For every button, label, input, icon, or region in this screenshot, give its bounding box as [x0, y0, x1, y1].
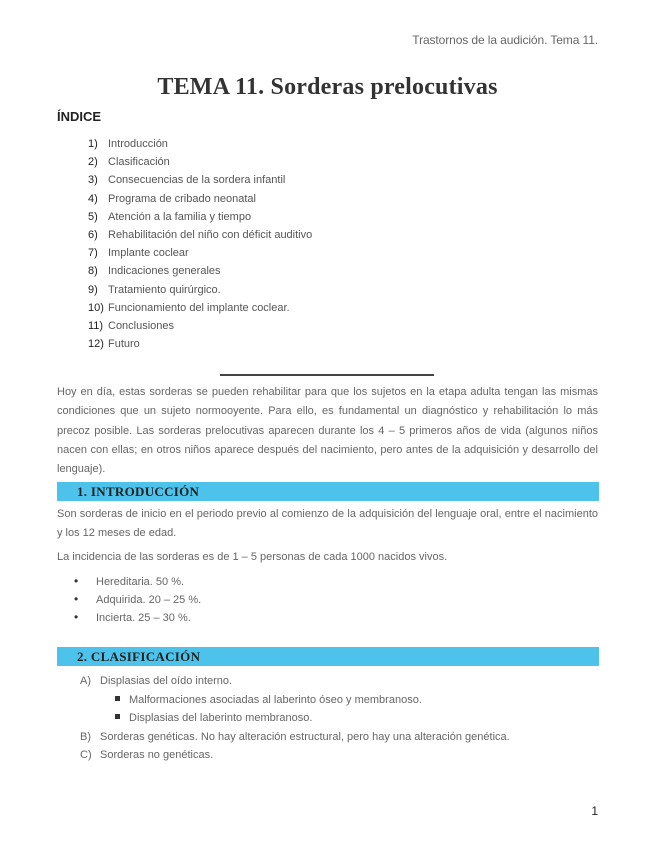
- toc-item: [88, 208, 312, 226]
- list-item: [74, 590, 201, 608]
- bullet-icon: •: [74, 592, 79, 606]
- list-item: [80, 672, 510, 691]
- toc-item: [88, 317, 312, 335]
- toc-item-number: 9): [88, 283, 98, 296]
- toc-item: [88, 244, 312, 262]
- list-letter: A): [80, 675, 91, 687]
- toc-item-label: Consecuencias de la sordera infantil: [108, 174, 286, 187]
- toc-item: [88, 135, 312, 153]
- toc-item-number: 1): [88, 138, 98, 150]
- toc-item: [88, 226, 312, 244]
- toc-item-number: 4): [88, 192, 98, 205]
- toc-item: [88, 171, 312, 189]
- classification-list: [80, 672, 510, 765]
- section-heading-clasificacion: [57, 647, 599, 666]
- square-bullet-icon: [115, 696, 120, 701]
- toc-item-label: Tratamiento quirúrgico.: [108, 283, 221, 296]
- toc-item-number: 3): [88, 174, 98, 187]
- etiology-list: [74, 572, 201, 626]
- bullet-icon: •: [74, 610, 79, 624]
- list-letter: C): [80, 749, 92, 761]
- toc-item: [88, 153, 312, 171]
- section-heading-introduccion: [57, 482, 599, 501]
- introduccion-paragraph-1: Son sorderas de inicio en el periodo previo al comienzo de la adquisición del lenguaje oral, entre el nacimiento y los 12 meses de edad.: [57, 508, 598, 540]
- toc-item-number: 7): [88, 247, 98, 260]
- toc-item-number: 10): [88, 301, 104, 314]
- toc-item-label: Implante coclear: [108, 247, 189, 260]
- toc-item-number: 12): [88, 338, 104, 351]
- sub-list-item-text: Malformaciones asociadas al laberinto óseo y membranoso.: [129, 693, 422, 706]
- intro-paragraph: Hoy en día, estas sorderas se pueden rehabilitar para que los sujetos en la etapa adulta tengan las mismas condiciones que un sujeto normooyente. Para ello, es fundamental un diagnóstico y rehabilitación lo más precoz posible. Las sorderas prelocutivas aparecen durante los 4 – 5 primeros años de vida (algunos niños nacen con ellas; en otros niños aparece después del nacimiento, pero antes de la adquisición y desarrollo del lenguaje).: [57, 386, 598, 476]
- toc-item: [88, 299, 312, 317]
- sub-list-item: [80, 691, 510, 710]
- toc-item: [88, 335, 312, 353]
- list-item-text: Sorderas genéticas. No hay alteración estructural, pero hay una alteración genética.: [100, 730, 510, 743]
- page-number: 1: [591, 804, 598, 818]
- toc-item-label: Conclusiones: [108, 319, 175, 332]
- toc-item: [88, 281, 312, 299]
- section-divider: [220, 374, 434, 376]
- sub-list-item-text: Displasias del laberinto membranoso.: [129, 712, 313, 724]
- bullet-icon: •: [74, 574, 79, 588]
- toc-item-label: Clasificación: [108, 156, 170, 169]
- index-heading: ÍNDICE: [57, 109, 102, 124]
- list-item-text: Hereditaria. 50 %.: [96, 576, 185, 588]
- toc-item-label: Programa de cribado neonatal: [108, 192, 256, 205]
- toc-item-label: Rehabilitación del niño con déficit auditivo: [108, 228, 313, 241]
- running-header: Trastornos de la audición. Tema 11.: [412, 33, 598, 47]
- toc-item-number: 8): [88, 265, 98, 278]
- toc-item-label: Atención a la familia y tiempo: [108, 210, 252, 223]
- sub-list-item: [80, 709, 510, 728]
- toc-item-label: Futuro: [108, 338, 140, 351]
- list-item: [74, 572, 201, 590]
- toc-item: [88, 190, 312, 208]
- toc-item-number: 5): [88, 210, 98, 223]
- toc-item-label: Introducción: [108, 138, 168, 150]
- list-item-text: Adquirida. 20 – 25 %.: [96, 594, 202, 606]
- table-of-contents: [88, 135, 312, 353]
- list-item-text: Incierta. 25 – 30 %.: [96, 612, 191, 624]
- list-item-text: Displasias del oído interno.: [100, 675, 233, 687]
- section-heading-label: 2. CLASIFICACIÓN: [77, 649, 201, 664]
- toc-item-number: 6): [88, 228, 98, 241]
- toc-item-label: Funcionamiento del implante coclear.: [108, 301, 290, 314]
- square-bullet-icon: [115, 714, 120, 719]
- list-item: [80, 728, 510, 747]
- list-item: [74, 608, 201, 626]
- toc-item: [88, 262, 312, 280]
- toc-item-number: 11): [88, 319, 104, 332]
- document-title: TEMA 11. Sorderas prelocutivas: [157, 74, 498, 100]
- introduccion-paragraph-2: La incidencia de las sorderas es de 1 – 5 personas de cada 1000 nacidos vivos.: [57, 551, 448, 563]
- section-heading-label: 1. INTRODUCCIÓN: [77, 484, 200, 499]
- list-letter: B): [80, 730, 91, 743]
- list-item-text: Sorderas no genéticas.: [100, 749, 214, 761]
- toc-item-number: 2): [88, 156, 98, 169]
- toc-item-label: Indicaciones generales: [108, 265, 221, 278]
- list-item: [80, 746, 510, 765]
